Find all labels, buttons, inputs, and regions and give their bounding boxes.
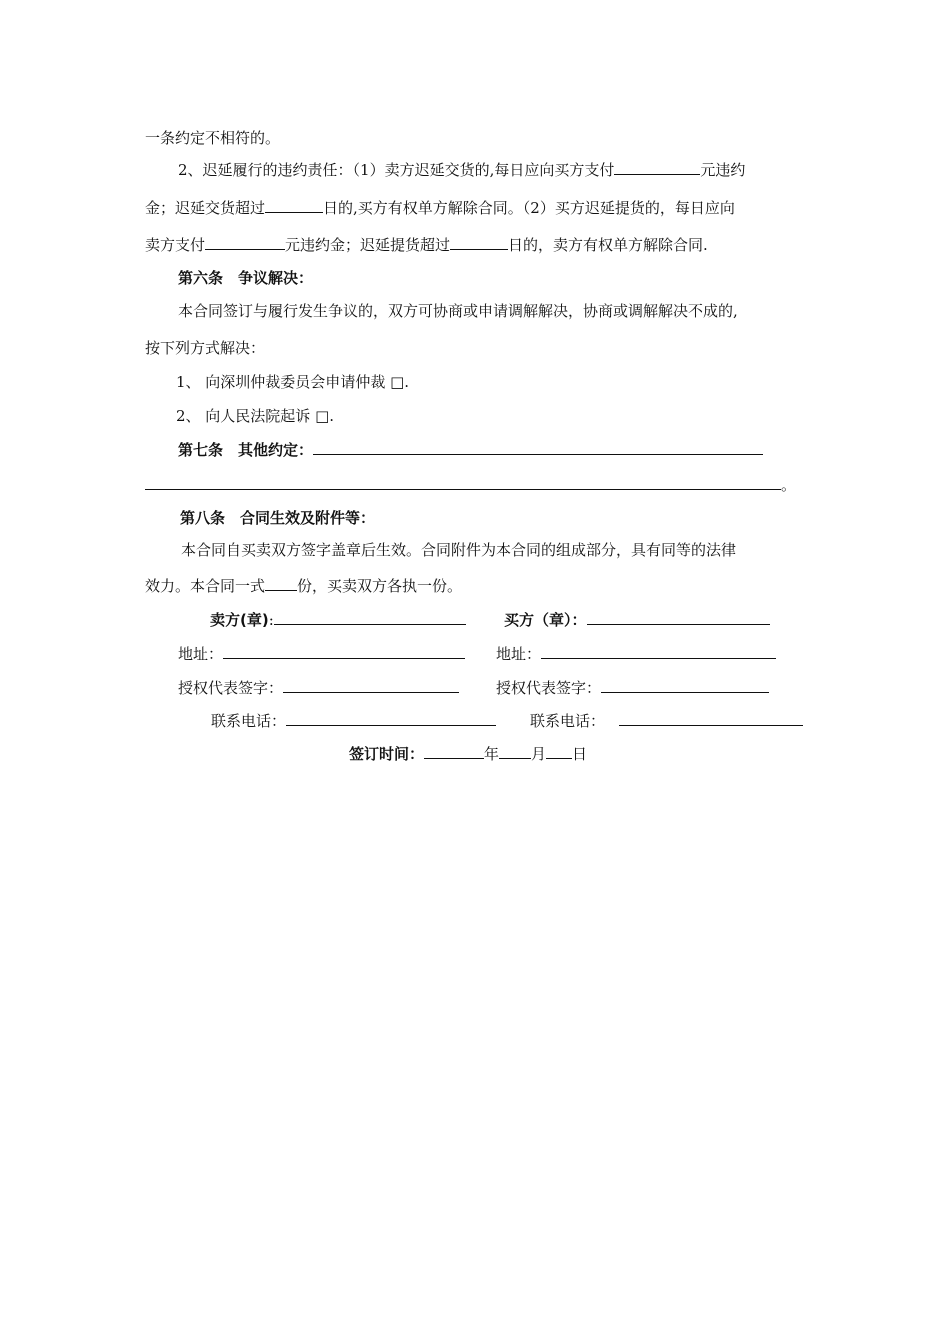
text: 本合同签订与履行发生争议的，双方可协商或申请调解解决，协商或调解解决不成的, (178, 302, 738, 320)
phone-label: 联系电话： (530, 712, 606, 730)
seller-phone-row (211, 711, 496, 731)
text: 金；迟延交货超过 (145, 199, 266, 217)
month-field[interactable] (499, 744, 531, 759)
penalty-amount-blank[interactable] (614, 160, 700, 175)
paragraph-line (178, 160, 745, 180)
address-label: 地址： (178, 645, 224, 663)
pickup-days-blank[interactable] (450, 235, 508, 250)
text: 一条约定不相符的。 (145, 129, 281, 147)
buyer-address-row (496, 644, 776, 664)
buyer-label: 买方（章）： (504, 611, 587, 629)
copies-blank[interactable] (265, 576, 297, 591)
article-6-title: 第六条 争议解决： (178, 269, 314, 287)
seller-rep-field[interactable] (283, 678, 459, 693)
article-7-title: 第七条 其他约定： (178, 441, 314, 459)
text: 日的，卖方有权单方解除合同. (508, 236, 708, 254)
text: 元违约金；迟延提货超过 (285, 236, 451, 254)
year-field[interactable] (424, 744, 484, 759)
buyer-penalty-blank[interactable] (205, 235, 285, 250)
day-field[interactable] (546, 744, 572, 759)
seller-phone-field[interactable] (286, 711, 496, 726)
signing-date-label: 签订时间： (349, 745, 425, 763)
buyer-seal-field[interactable] (587, 610, 770, 625)
buyer-seal-row (504, 610, 770, 630)
buyer-rep-row (496, 678, 769, 698)
seller-address-field[interactable] (223, 644, 465, 659)
paragraph-line (178, 301, 738, 321)
paragraph-line (145, 576, 462, 596)
paragraph-line (145, 128, 280, 148)
buyer-address-field[interactable] (541, 644, 776, 659)
text: 卖方支付 (145, 236, 206, 254)
article-8-title: 第八条 合同生效及附件等： (180, 509, 376, 527)
seller-seal-row (210, 610, 466, 630)
text: 2、迟延履行的违约责任：（1）卖方迟延交货的,每日应向买方支付 (178, 161, 615, 179)
article-7-line (178, 440, 763, 460)
seller-address-row (178, 644, 465, 664)
text: 效力。本合同一式 (145, 577, 266, 595)
other-terms-blank-2[interactable] (145, 475, 781, 490)
paragraph-line (145, 338, 265, 358)
article-7-continuation (145, 475, 796, 495)
address-label: 地址： (496, 645, 542, 663)
buyer-rep-field[interactable] (601, 678, 769, 693)
rep-label: 授权代表签字： (496, 679, 602, 697)
text: 份，买卖双方各执一份。 (297, 577, 463, 595)
phone-label: 联系电话： (211, 712, 287, 730)
option-arbitration[interactable]: 1、 向深圳仲裁委员会申请仲裁 □. (176, 373, 410, 391)
rep-label: 授权代表签字： (178, 679, 284, 697)
text: 本合同自买卖双方签字盖章后生效。合同附件为本合同的组成部分，具有同等的法律 (181, 541, 737, 559)
buyer-phone-field[interactable] (619, 711, 803, 726)
seller-rep-row (178, 678, 459, 698)
signing-date-row (349, 744, 587, 764)
option-court[interactable]: 2、 向人民法院起诉 □. (176, 407, 335, 425)
seller-seal-field[interactable] (274, 610, 466, 625)
text: 日的,买方有权单方解除合同。（2）买方迟延提货的，每日应向 (323, 199, 735, 217)
paragraph-line (145, 235, 708, 255)
other-terms-blank[interactable] (313, 440, 763, 455)
buyer-phone-row (530, 711, 803, 731)
delay-days-blank[interactable] (265, 198, 323, 213)
text: 月 (531, 745, 547, 763)
text: 日 (572, 745, 588, 763)
text: : (268, 611, 274, 629)
paragraph-line (181, 540, 736, 560)
seller-label: 卖方(章) (210, 611, 269, 629)
paragraph-line (145, 198, 735, 218)
text: 按下列方式解决： (145, 339, 266, 357)
text: 元违约 (700, 161, 746, 179)
text: 。 (781, 476, 797, 494)
text: 年 (484, 745, 500, 763)
